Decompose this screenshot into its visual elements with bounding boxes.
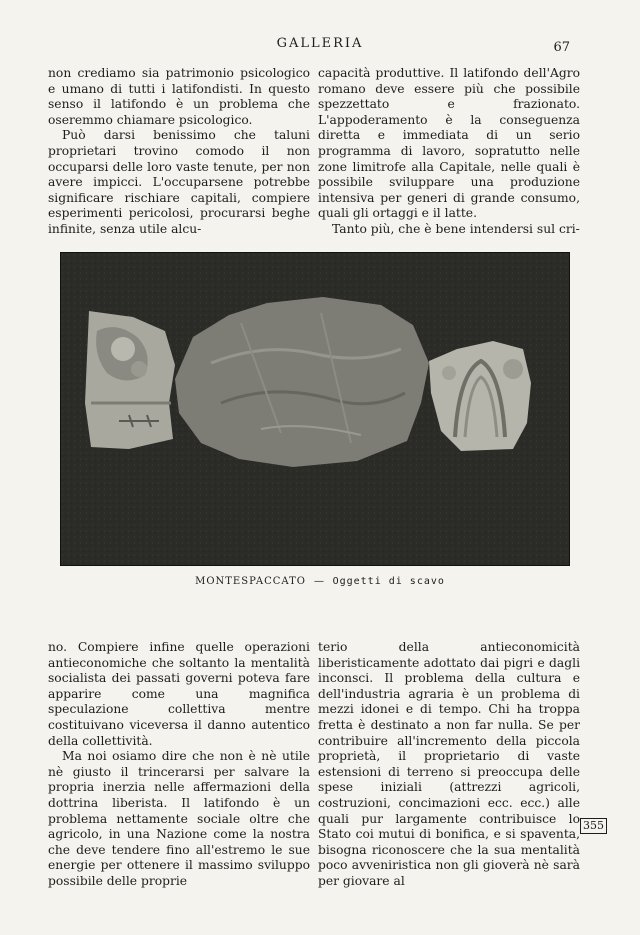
column-top-left: [48, 66, 310, 238]
left-fragment: [85, 311, 175, 449]
page-number: 67: [553, 40, 570, 55]
column-bottom-right: [318, 640, 580, 890]
paragraph: terio della antieconomicità liberisticamente adottato dai pigri e dagli inconsci. Il problema della cultura e dell'industria agraria è un problema di mezzi idonei e di tempo. Chi ha troppa fretta è destinato a non far nulla. Se per contribuire all'incremento della piccola proprietà, il proprietario di vaste estensioni di terreno si preoccupa delle spese iniziali (attrezzi agricoli, costruzioni, concimazioni ecc. ecc.) alle quali pur largamente contribuisce lo Stato coi mutui di bonifica, e si spaventa, bisogna riconoscere che la sua mentalità poco avveniristica non gli gioverà nè sarà per giovare al: [318, 640, 580, 888]
caption-description: Oggetti di scavo: [332, 576, 445, 587]
paragraph: capacità produttive. Il latifondo dell'Agro romano deve essere più che possibile spezzettato e frazionato. L'appoderamento è la conseguenza diretta e immediata di un serio programma di lavoro, sopratutto nelle zone limitrofe alla Capitale, nelle quali è possibile sviluppare una produzione intensiva per generi di grande consumo, quali gli ortaggi e il latte.: [318, 66, 580, 221]
paragraph: no. Compiere infine quelle operazioni antieconomiche che soltanto la mentalità socialista dei passati governi poteva fare apparire come una magnifica speculazione collettiva mentre costituivano viceversa il danno autentico della collettività.: [48, 640, 310, 748]
column-bottom-left: [48, 640, 310, 890]
running-head: GALLERIA: [276, 36, 364, 51]
archaeological-photo: [60, 252, 570, 566]
caption-separator: —: [313, 576, 325, 587]
excavated-fragments-image: [61, 253, 569, 565]
paragraph: Ma noi osiamo dire che non è nè utile nè giusto il trincerarsi per salvare la propria inerzia nelle affermazioni della dottrina liberista. Il latifondo è un problema nettamente sociale oltre che agricolo, in una Nazione come la nostra che deve tendere fino all'estremo le sue energie per ottenere il massimo sviluppo possibile delle proprie: [48, 749, 310, 888]
paragraph: Tanto più, che è bene intendersi sul cri-: [332, 221, 580, 236]
figure-caption: [0, 576, 640, 587]
boxed-page-number: 355: [580, 818, 607, 834]
column-top-right: [318, 66, 580, 238]
paragraph: Può darsi benissimo che taluni proprietari trovino comodo il non occuparsi delle loro vaste tenute, per non avere impicci. L'occuparsene potrebbe significare rischiare capitali, compiere esperimenti pericolosi, procurarsi beghe infinite, senza utile alcu-: [48, 128, 310, 236]
paragraph: non crediamo sia patrimonio psicologico e umano di tutti i latifondisti. In questo senso il latifondo è un problema che oseremmo chiamare psicologico.: [48, 66, 310, 127]
caption-place: MONTESPACCATO: [195, 576, 306, 587]
